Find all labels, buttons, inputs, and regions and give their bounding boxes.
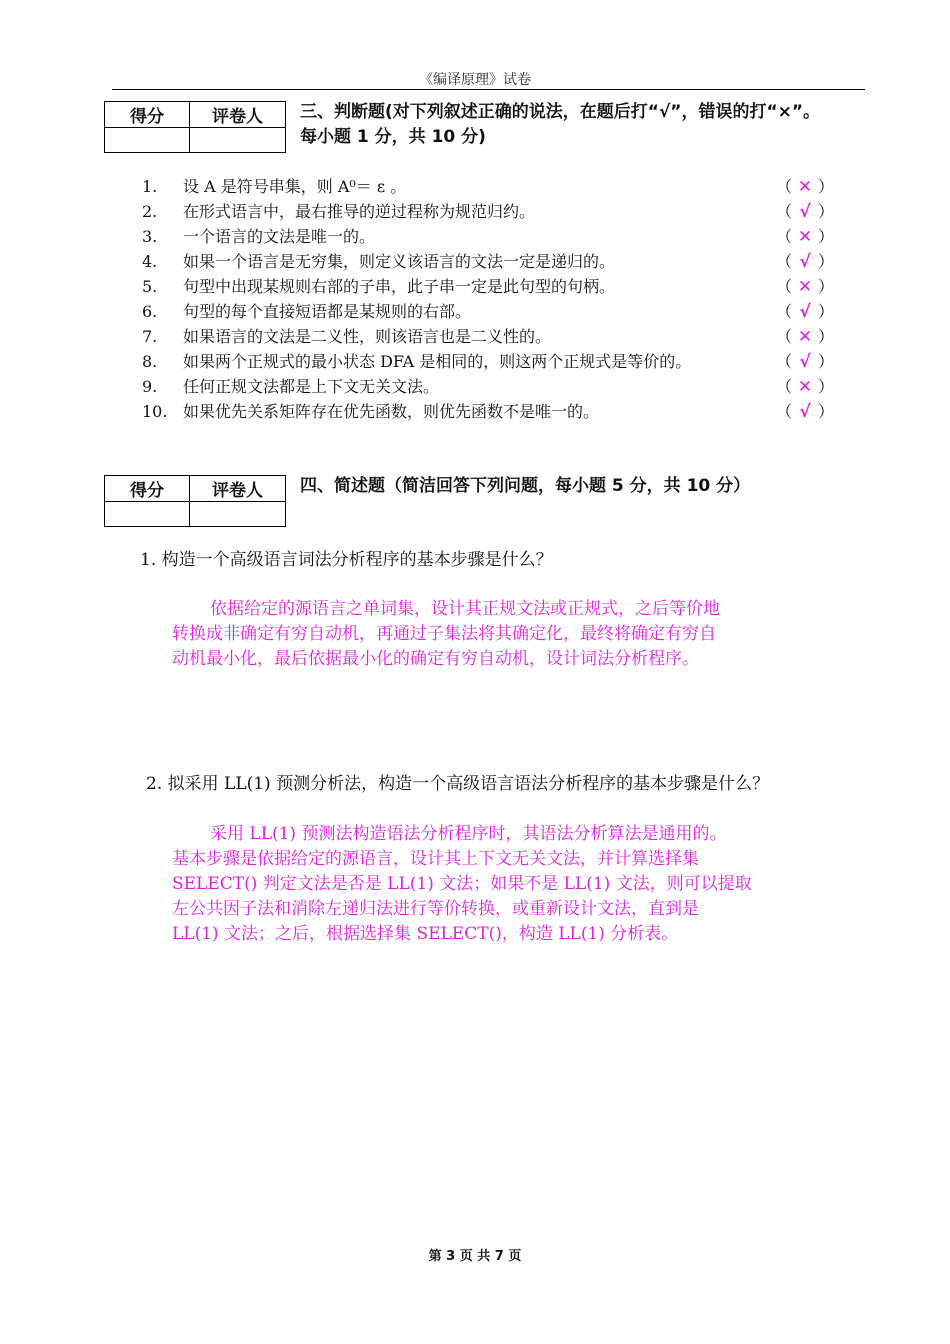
tf-item-text: 一个语言的文法是唯一的。 [183, 227, 376, 246]
cross-mark-icon: ✕ [797, 377, 813, 397]
open-paren: （ [776, 402, 793, 421]
page-header-title: 《编译原理》试卷 [419, 72, 531, 88]
tf-item [142, 249, 835, 274]
close-paren: ） [818, 402, 835, 421]
check-mark-icon: √ [799, 302, 811, 322]
score-table-section4 [104, 475, 286, 527]
tf-item-text: 如果一个语言是无穷集，则定义该语言的文法一定是递归的。 [183, 252, 616, 271]
tf-item [142, 174, 835, 199]
grader-cell[interactable] [190, 128, 286, 153]
tf-answer [776, 274, 835, 300]
open-paren: （ [776, 177, 793, 196]
score-table-section3 [104, 101, 286, 153]
close-paren: ） [818, 352, 835, 371]
tf-item-number: 9. [142, 377, 158, 396]
score-header: 得分 [105, 476, 190, 502]
close-paren: ） [818, 252, 835, 271]
close-paren: ） [818, 177, 835, 196]
tf-answer [776, 349, 835, 375]
check-mark-icon: √ [799, 402, 811, 422]
open-paren: （ [776, 302, 793, 321]
tf-answer [776, 374, 835, 400]
tf-item-number: 6. [142, 302, 158, 321]
tf-answer [776, 199, 835, 225]
tf-item-text: 如果语言的文法是二义性，则该语言也是二义性的。 [183, 327, 552, 346]
tf-item [142, 199, 835, 224]
tf-item-number: 3. [142, 227, 158, 246]
open-paren: （ [776, 227, 793, 246]
answer-2-line: 左公共因子法和消除左递归法进行等价转换，或重新设计文法，直到是 [172, 899, 699, 919]
grader-cell[interactable] [190, 502, 286, 527]
check-mark-icon: √ [799, 202, 811, 222]
open-paren: （ [776, 277, 793, 296]
score-header: 得分 [105, 102, 190, 128]
tf-item [142, 399, 835, 424]
section3-title-line2: 每小题 1 分，共 10 分) [300, 127, 486, 147]
tf-item [142, 349, 835, 374]
answer-1-line: 依据给定的源语言之单词集，设计其正规文法或正规式，之后等价地 [210, 599, 720, 619]
check-mark-icon: √ [799, 252, 811, 272]
tf-answer [776, 324, 835, 350]
close-paren: ） [818, 302, 835, 321]
cross-mark-icon: ✕ [797, 177, 813, 197]
tf-answer [776, 299, 835, 325]
tf-item-number: 1. [142, 177, 158, 196]
score-cell[interactable] [105, 128, 190, 153]
tf-item-text: 如果优先关系矩阵存在优先函数，则优先函数不是唯一的。 [183, 402, 600, 421]
cross-mark-icon: ✕ [797, 327, 813, 347]
tf-item-number: 5. [142, 277, 158, 296]
close-paren: ） [818, 227, 835, 246]
grader-header: 评卷人 [190, 102, 286, 128]
answer-1 [172, 597, 720, 672]
open-paren: （ [776, 252, 793, 271]
answer-2-line: 基本步骤是依据给定的源语言，设计其上下文无关文法，并计算选择集 [172, 849, 699, 869]
tf-item-text: 句型中出现某规则右部的子串，此子串一定是此句型的句柄。 [183, 277, 616, 296]
tf-answer [776, 174, 835, 200]
tf-item [142, 324, 835, 349]
close-paren: ） [818, 327, 835, 346]
answer-2-line: LL(1) 文法；之后，根据选择集 SELECT()，构造 LL(1) 分析表。 [172, 924, 679, 944]
page-footer: 第 3 页 共 7 页 [428, 1249, 522, 1264]
answer-1-line: 动机最小化，最后依据最小化的确定有穷自动机，设计词法分析程序。 [172, 649, 699, 669]
tf-answer [776, 249, 835, 275]
open-paren: （ [776, 377, 793, 396]
tf-item-number: 7. [142, 327, 158, 346]
tf-item-number: 2. [142, 202, 158, 221]
tf-item-number: 4. [142, 252, 158, 271]
answer-2 [172, 822, 752, 947]
question-1: 1. 构造一个高级语言词法分析程序的基本步骤是什么？ [140, 550, 553, 570]
tf-item [142, 374, 835, 399]
answer-1-line: 转换成非确定有穷自动机，再通过子集法将其确定化，最终将确定有穷自 [172, 624, 716, 644]
close-paren: ） [818, 202, 835, 221]
tf-item [142, 274, 835, 299]
section3-title-line1: 三、判断题(对下列叙述正确的说法，在题后打“√”，错误的打“×”。 [300, 102, 821, 122]
open-paren: （ [776, 352, 793, 371]
tf-item-number: 8. [142, 352, 158, 371]
tf-item-text: 设 A 是符号串集，则 A⁰＝ ε 。 [183, 177, 407, 196]
tf-item-number: 10. [142, 402, 168, 421]
section4-title: 四、简述题（简洁回答下列问题，每小题 5 分，共 10 分） [300, 476, 751, 496]
tf-item [142, 299, 835, 324]
answer-2-line: SELECT() 判定文法是否是 LL(1) 文法；如果不是 LL(1) 文法，则可以提取 [172, 874, 752, 894]
score-cell[interactable] [105, 502, 190, 527]
tf-item-text: 在形式语言中，最右推导的逆过程称为规范归约。 [183, 202, 536, 221]
open-paren: （ [776, 202, 793, 221]
open-paren: （ [776, 327, 793, 346]
check-mark-icon: √ [799, 352, 811, 372]
tf-item-text: 如果两个正规式的最小状态 DFA 是相同的，则这两个正规式是等价的。 [183, 352, 692, 371]
grader-header: 评卷人 [190, 476, 286, 502]
tf-item [142, 224, 835, 249]
cross-mark-icon: ✕ [797, 277, 813, 297]
answer-2-line: 采用 LL(1) 预测法构造语法分析程序时，其语法分析算法是通用的。 [210, 824, 727, 844]
tf-item-text: 句型的每个直接短语都是某规则的右部。 [183, 302, 472, 321]
header-rule [112, 89, 865, 90]
tf-answer [776, 224, 835, 250]
cross-mark-icon: ✕ [797, 227, 813, 247]
question-2: 2. 拟采用 LL(1) 预测分析法，构造一个高级语言语法分析程序的基本步骤是什么？ [146, 774, 770, 794]
tf-answer [776, 399, 835, 425]
close-paren: ） [818, 377, 835, 396]
section3-title [300, 100, 820, 150]
true-false-list [142, 174, 835, 424]
tf-item-text: 任何正规文法都是上下文无关文法。 [183, 377, 440, 396]
close-paren: ） [818, 277, 835, 296]
